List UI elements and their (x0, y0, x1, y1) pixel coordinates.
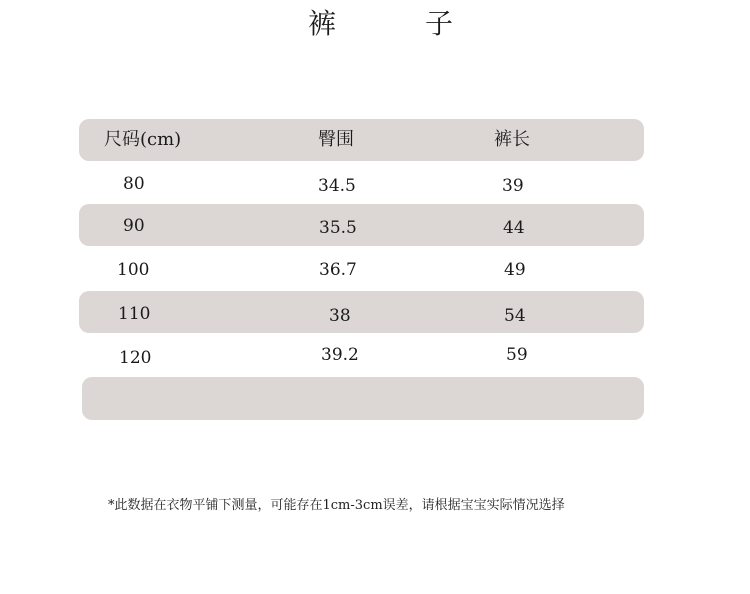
title-char-left: 裤 (308, 7, 337, 40)
table-empty-band (82, 377, 644, 420)
cell-length: 59 (506, 345, 528, 365)
measurement-note: *此数据在衣物平铺下测量，可能存在1cm-3cm误差，请根据宝宝实际情况选择 (108, 498, 565, 513)
title-char-right: 子 (425, 7, 454, 40)
table-row-band (79, 204, 644, 246)
table-row-band (79, 291, 644, 333)
cell-size: 80 (123, 174, 145, 194)
cell-length: 49 (504, 260, 526, 280)
cell-size: 100 (117, 260, 150, 280)
cell-length: 39 (502, 176, 524, 196)
cell-length: 54 (504, 306, 526, 326)
header-hip: 臀围 (318, 129, 354, 150)
cell-size: 90 (123, 216, 145, 236)
cell-hip: 35.5 (319, 218, 357, 238)
header-size: 尺码(cm) (104, 129, 182, 150)
cell-hip: 39.2 (321, 345, 359, 365)
cell-size: 120 (119, 348, 152, 368)
cell-length: 44 (503, 218, 525, 238)
header-length: 裤长 (494, 129, 530, 150)
cell-hip: 36.7 (319, 260, 357, 280)
cell-size: 110 (118, 304, 151, 324)
page-title (300, 4, 460, 44)
cell-hip: 34.5 (318, 176, 356, 196)
cell-hip: 38 (329, 306, 351, 326)
